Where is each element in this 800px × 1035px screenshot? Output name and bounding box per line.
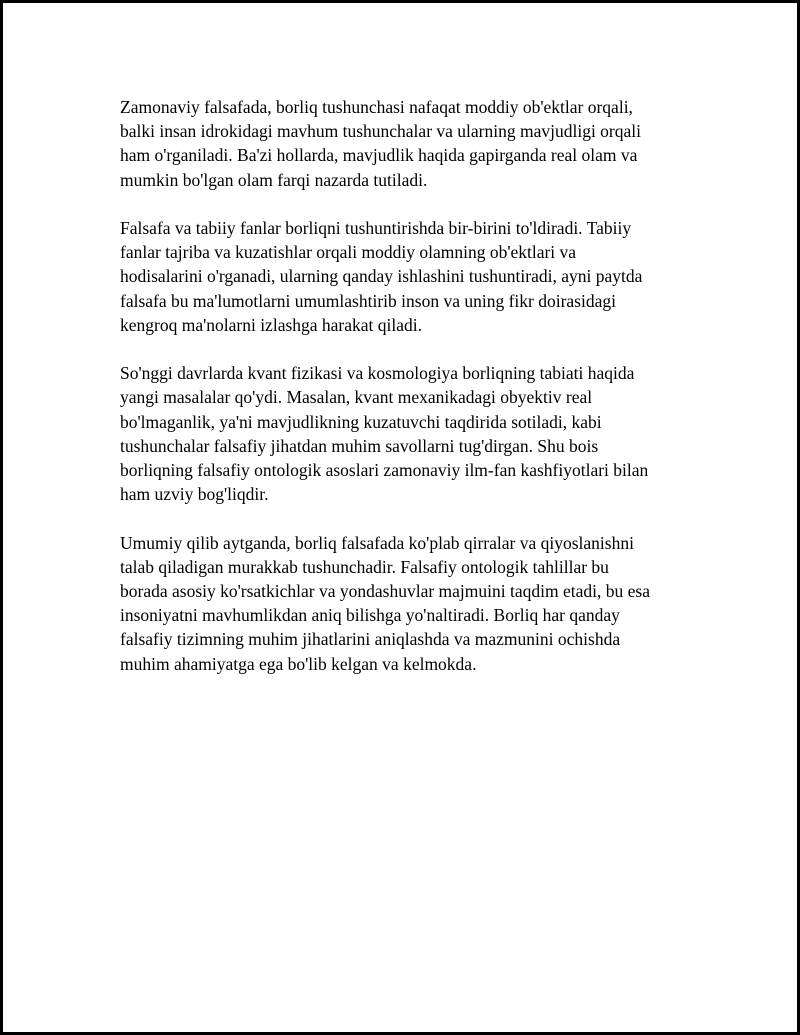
paragraph-1 [120, 95, 690, 192]
text-line: kengroq ma'nolarni izlashga harakat qiladi. [120, 314, 423, 335]
text-line: falsafiy tizimning muhim jihatlarini aniqlashda va mazmunini ochishda [120, 629, 621, 650]
text-line: muhim ahamiyatga ega bo'lib kelgan va kelmokda. [120, 653, 477, 674]
paragraph-3 [120, 361, 690, 506]
text-line: mumkin bo'lgan olam farqi nazarda tutiladi. [120, 169, 428, 190]
text-line: So'nggi davrlarda kvant fizikasi va kosmologiya borliqning tabiati haqida [120, 363, 635, 384]
text-line: Zamonaviy falsafada, borliq tushunchasi nafaqat moddiy ob'ektlar orqali, [120, 97, 633, 117]
text-line: borliqning falsafiy ontologik asoslari zamonaviy ilm-fan kashfiyotlari bilan [120, 460, 649, 481]
text-line: yangi masalalar qo'ydi. Masalan, kvant mexanikadagi obyektiv real [120, 387, 593, 408]
text-line: ham o'rganiladi. Ba'zi hollarda, mavjudlik haqida gapirganda real olam va [120, 145, 638, 166]
text-line: hodisalarini o'rganadi, ularning qanday ishlashini tushuntiradi, ayni paytda [120, 266, 643, 287]
text-line: tushunchalar falsafiy jihatdan muhim savollarni tug'dirgan. Shu bois [120, 435, 599, 456]
text-line: Umumiy qilib aytganda, borliq falsafada ko'plab qirralar va qiyoslanishni [120, 532, 634, 553]
text-line: falsafa bu ma'lumotlarni umumlashtirib inson va uning fikr doirasidagi [120, 290, 616, 311]
text-line: ham uzviy bog'liqdir. [120, 484, 269, 505]
text-line: insoniyatni mavhumlikdan aniq bilishga yo'naltiradi. Borliq har qanday [120, 605, 620, 626]
text-line: Falsafa va tabiiy fanlar borliqni tushuntirishda bir-birini to'ldiradi. Tabiiy [120, 218, 632, 238]
document-body [120, 95, 690, 700]
text-line: borada asosiy ko'rsatkichlar va yondashuvlar majmuini taqdim etadi, bu esa [120, 581, 650, 602]
text-line: bo'lmaganlik, ya'ni mavjudlikning kuzatuvchi taqdirida sotiladi, kabi [120, 411, 602, 432]
paragraph-4 [120, 531, 690, 676]
text-line: fanlar tajriba va kuzatishlar orqali moddiy olamning ob'ektlari va [120, 242, 577, 263]
text-line: talab qiladigan murakkab tushunchadir. Falsafiy ontologik tahlillar bu [120, 556, 609, 577]
paragraph-2 [120, 216, 690, 337]
text-line: balki insan idrokidagi mavhum tushunchalar va ularning mavjudligi orqali [120, 121, 642, 142]
